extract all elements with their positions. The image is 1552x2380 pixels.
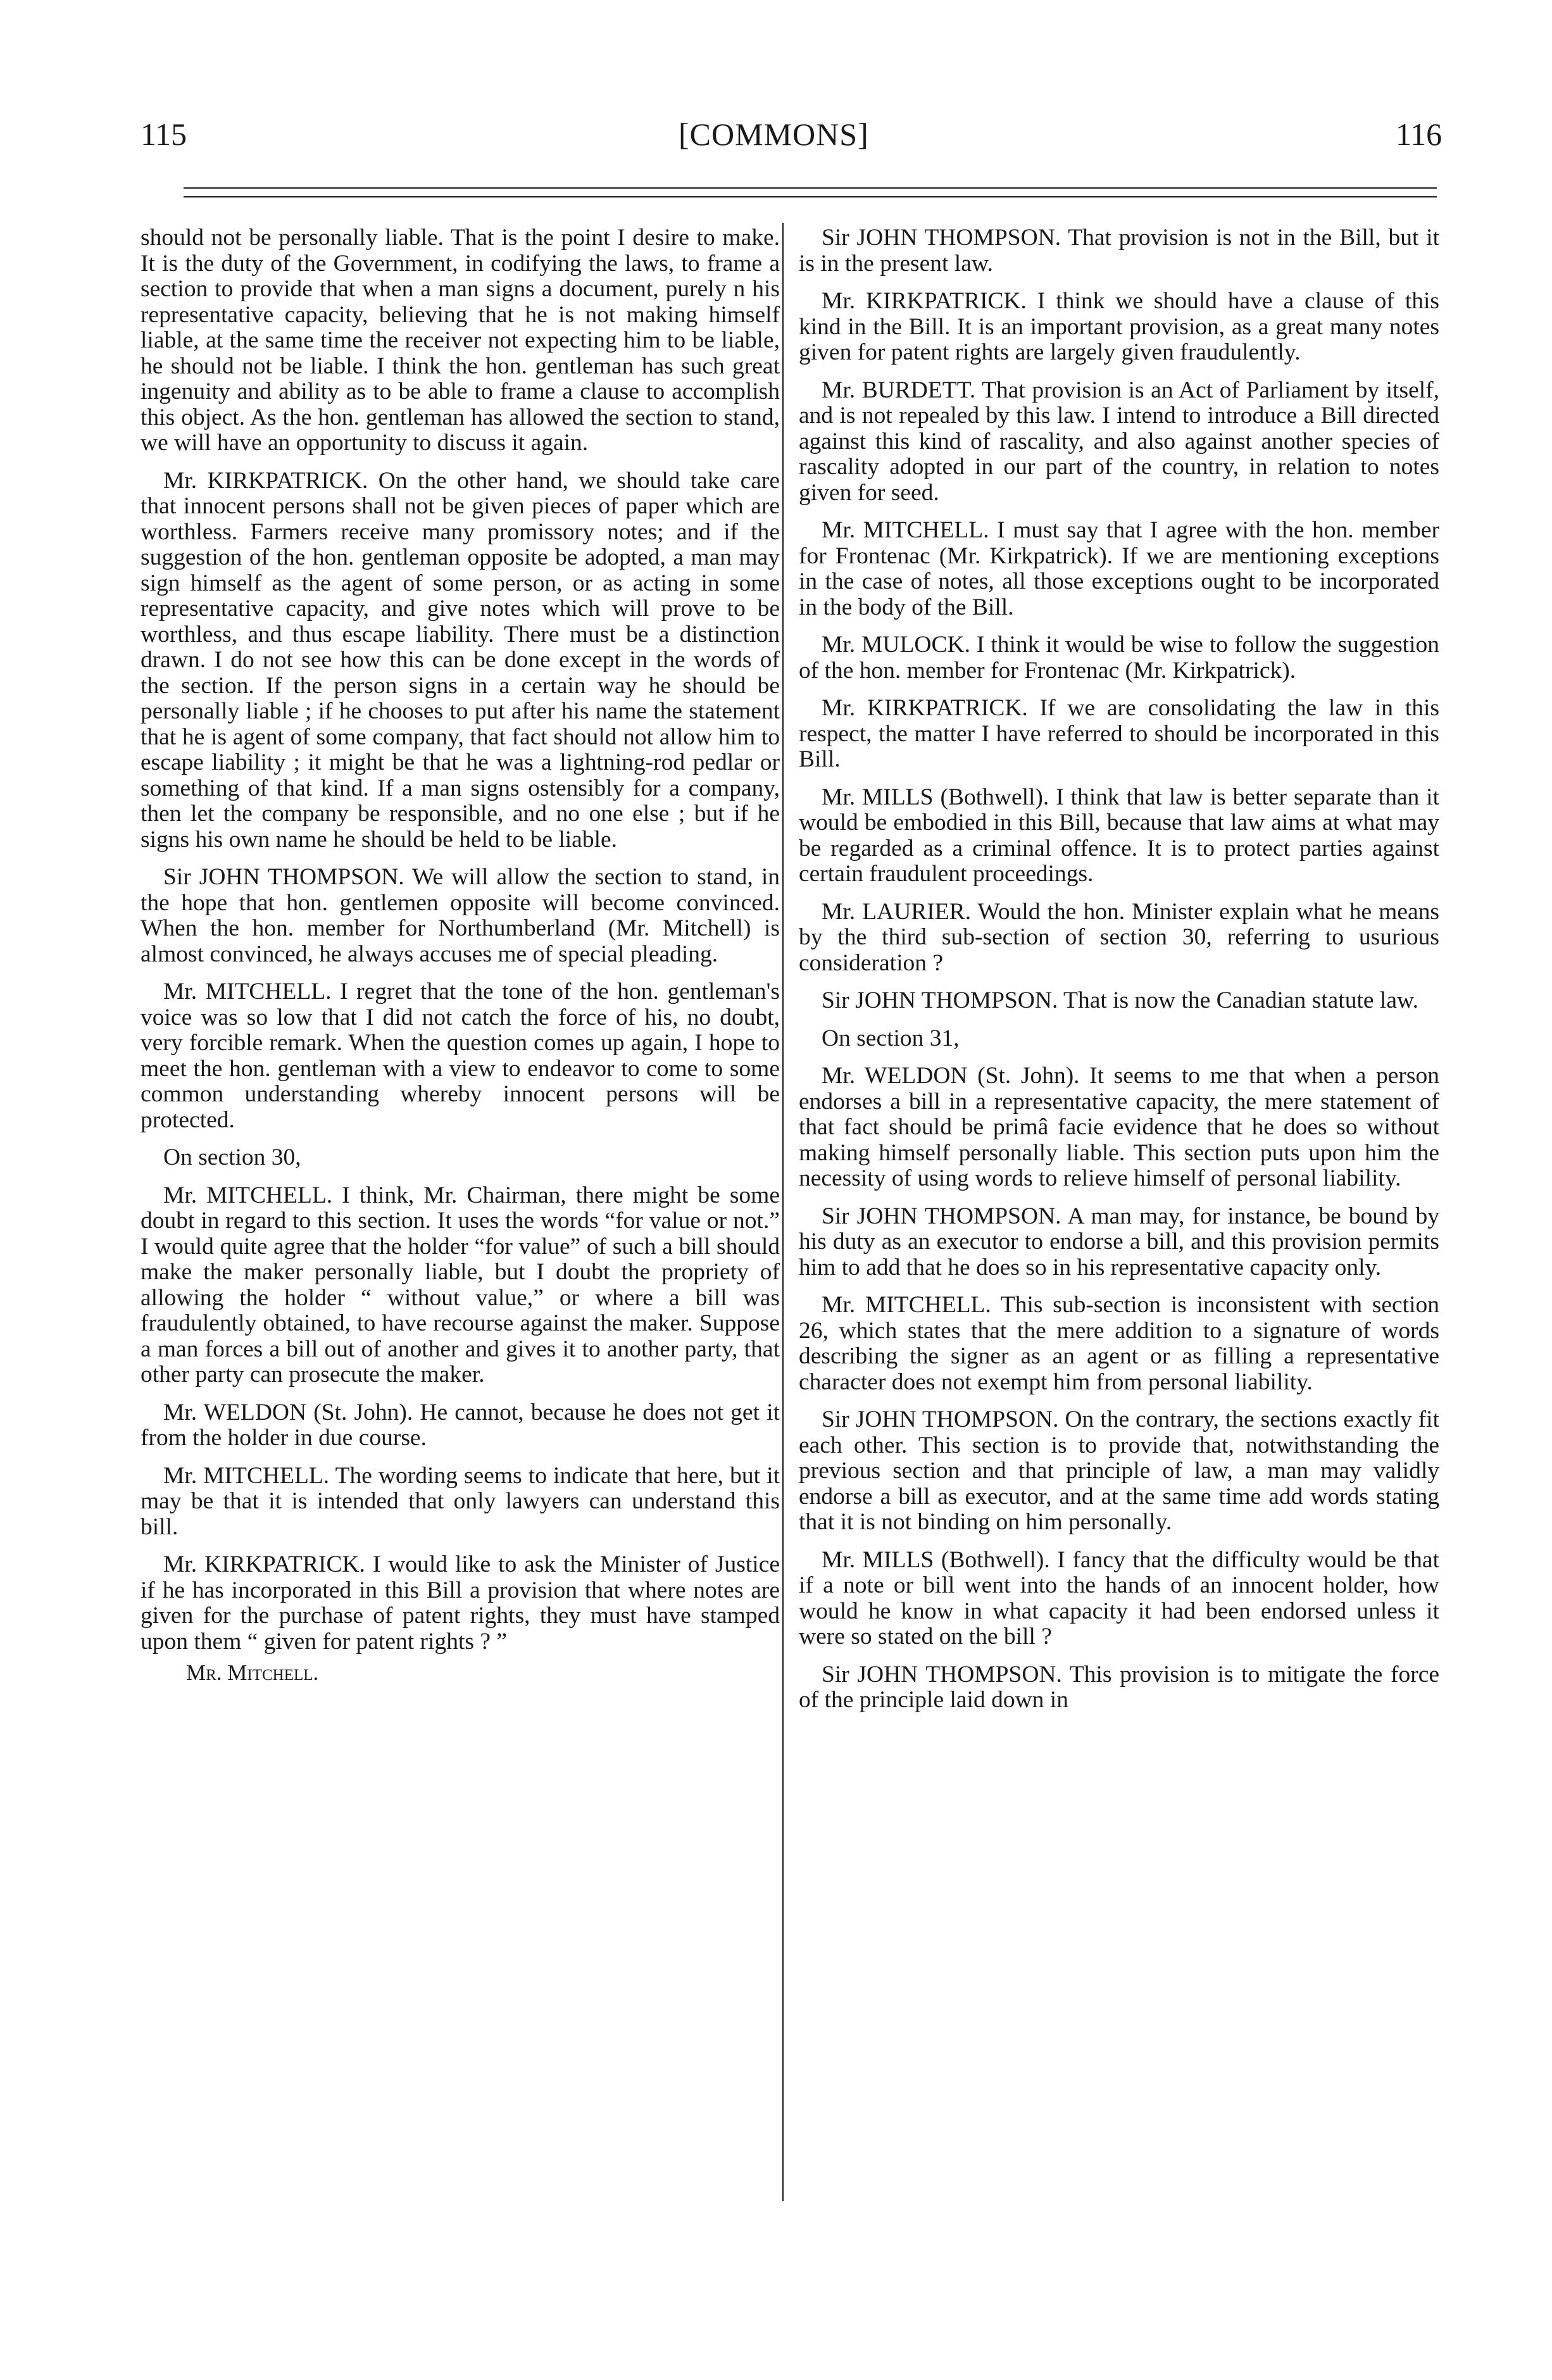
catchword-signature <box>186 1660 780 1686</box>
paragraph: Mr. KIRKPATRICK. On the other hand, we should take care that innocent persons shall not be given pieces of paper which are worthless. Farmers receive many promissory notes; and if the suggestion of the hon. gentleman opposite be adopted, a man may sign himself as the agent of some person, or as acting in some representative capacity, and give notes which will prove to be worthless, and thus escape liability. There must be a distinction drawn. I do not see how this can be done except in the words of the section. If the person signs in a certain way he should be personally liable ; if he chooses to put after his name the statement that he is agent of some company, that fact should not allow him to escape liability ; it might be that he was a lightning-rod pedlar or something of that kind. If a man signs ostensibly for a company, then let the company be responsible, and no one else ; but if he signs his own name he should be held to be liable. <box>141 467 780 853</box>
paragraph: Mr. BURDETT. That provision is an Act of Parliament by itself, and is not repealed by this law. I intend to introduce a Bill directed against this kind of rascality, and also against another species of rascality adopted in our part of the country, in relation to notes given for seed. <box>799 377 1439 506</box>
paragraph: On section 30, <box>163 1144 301 1170</box>
paragraph: Mr. MULOCK. I think it would be wise to follow the suggestion of the hon. member for Frontenac (Mr. Kirkpatrick). <box>799 632 1439 684</box>
page-number-left: 115 <box>141 116 187 152</box>
paragraph: Mr. WELDON (St. John). It seems to me that when a person endorses a bill in a representative capacity, the mere statement of that fact should be primâ facie evidence that he does so without making himself personally liable. This section puts upon him the necessity of using words to relieve himself of personal liability. <box>799 1063 1439 1191</box>
paragraph: Sir JOHN THOMPSON. A man may, for instance, be bound by his duty as an executor to endorse a bill, and this provision permits him to add that he does so in his representative capacity only. <box>799 1203 1439 1281</box>
paragraph: Sir JOHN THOMPSON. This provision is to mitigate the force of the principle laid down in <box>799 1661 1439 1713</box>
paragraph: Mr. MITCHELL. I think, Mr. Chairman, there might be some doubt in regard to this section. It uses the words “for value or not.” I would quite agree that the holder “for value” of such a bill should make the maker personally liable, but I doubt the propriety of allowing the holder “ without value,” or where a bill was fraudulently obtained, to have recourse against the maker. Suppose a man forces a bill out of another and gives it to another party, that other party can prosecute the maker. <box>141 1182 780 1387</box>
paragraph: Mr. WELDON (St. John). He cannot, because he does not get it from the holder in due course. <box>141 1399 780 1451</box>
right-column <box>799 225 1439 1726</box>
paragraph: Mr. MILLS (Bothwell). I fancy that the difficulty would be that if a note or bill went into the hands of an innocent holder, how would he know in what capacity it had been endorsed unless it were so stated on the bill ? <box>799 1546 1439 1650</box>
catchword-text: Mr. Mitchell. <box>186 1660 319 1685</box>
paragraph: On section 31, <box>822 1025 960 1051</box>
paragraph: Mr. MITCHELL. I must say that I agree with the hon. member for Frontenac (Mr. Kirkpatrick). If we are mentioning exceptions in the case of notes, all those exceptions ought to be incorporated in the body of the Bill. <box>799 517 1439 620</box>
paragraph: Sir JOHN THOMPSON. That provision is not in the Bill, but it is in the present law. <box>799 225 1439 277</box>
paragraph: should not be personally liable. That is the point I desire to make. It is the duty of the Government, in codifying the laws, to frame a section to provide that when a man signs a document, purely n his representative capacity, believing that he is not making himself liable, at the same time the receiver not expecting him to be liable, he should not be liable. I think the hon. gentleman has such great ingenuity and ability as to be able to frame a clause to accomplish this object. As the hon. gentleman has allowed the section to stand, we will have an opportunity to discuss it again. <box>141 225 780 456</box>
paragraph: Mr. KIRKPATRICK. I would like to ask the Minister of Justice if he has incorporated in this Bill a provision that where notes are given for the purchase of patent rights, they must have stamped upon them “ given for patent rights ? ” <box>141 1551 780 1655</box>
header-rule-top <box>184 187 1437 189</box>
page-number-right: 116 <box>1396 116 1442 152</box>
running-header: [COMMONS] <box>679 116 869 152</box>
paragraph: Mr. LAURIER. Would the hon. Minister explain what he means by the third sub-section of section 30, referring to usurious consideration ? <box>799 898 1439 976</box>
column-divider <box>782 223 784 2201</box>
paragraph: Mr. MITCHELL. This sub-section is inconsistent with section 26, which states that the mere addition to a signature of words describing the signer as an agent or as filling a representative character does not exempt him from personal liability. <box>799 1292 1439 1395</box>
paragraph: Mr. KIRKPATRICK. If we are consolidating the law in this respect, the matter I have referred to should be incorporated in this Bill. <box>799 695 1439 772</box>
left-column <box>141 225 780 1686</box>
paragraph: Sir JOHN THOMPSON. We will allow the section to stand, in the hope that hon. gentlemen opposite will become convinced. When the hon. member for Northumberland (Mr. Mitchell) is almost convinced, he always accuses me of special pleading. <box>141 864 780 967</box>
paragraph: Sir JOHN THOMPSON. On the contrary, the sections exactly fit each other. This section is to provide that, notwithstanding the previous section and that principle of law, a man may validly endorse a bill as executor, and at the same time add words stating that it is not binding on him personally. <box>799 1406 1439 1535</box>
paragraph: Mr. MITCHELL. The wording seems to indicate that here, but it may be that it is intended that only lawyers can understand this bill. <box>141 1462 780 1540</box>
paragraph: Mr. MILLS (Bothwell). I think that law is better separate than it would be embodied in this Bill, because that law aims at what may be regarded as a criminal offence. It is to protect parties against certain fraudulent proceedings. <box>799 784 1439 887</box>
paragraph: Mr. KIRKPATRICK. I think we should have a clause of this kind in the Bill. It is an important provision, as a great many notes given for patent rights are largely given fraudulently. <box>799 288 1439 365</box>
paragraph: Sir JOHN THOMPSON. That is now the Canadian statute law. <box>822 987 1418 1013</box>
paragraph: Mr. MITCHELL. I regret that the tone of the hon. gentleman's voice was so low that I did not catch the force of his, no doubt, very forcible remark. When the question comes up again, I hope to meet the hon. gentleman with a view to endeavor to come to some common understanding whereby innocent persons will be protected. <box>141 979 780 1133</box>
header-rule-bottom <box>184 196 1437 197</box>
